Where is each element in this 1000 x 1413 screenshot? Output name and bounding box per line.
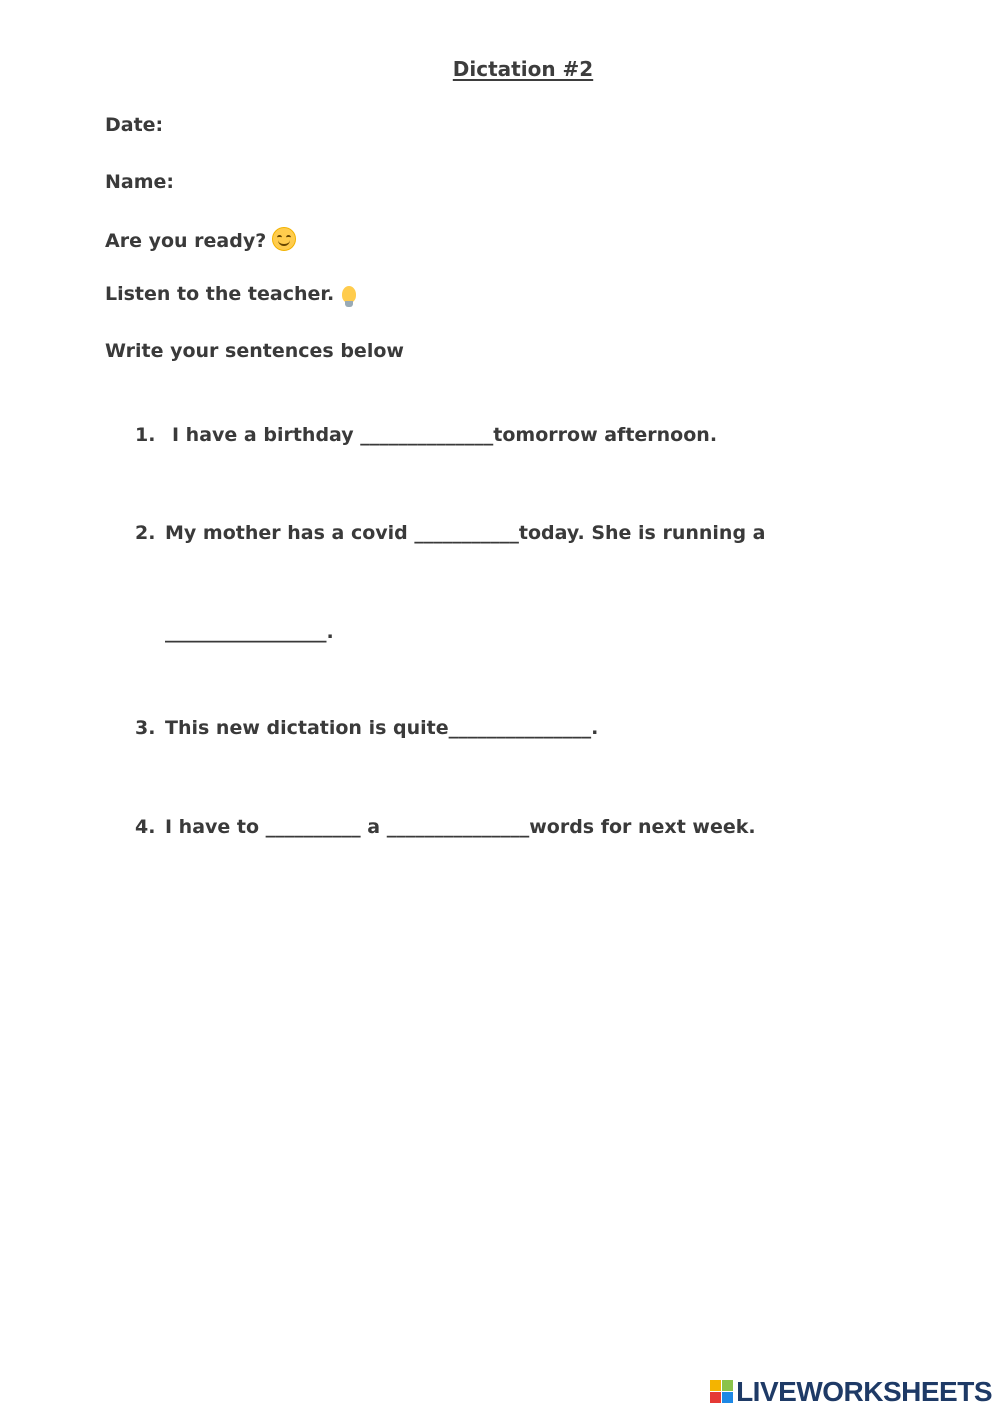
page-title: Dictation #2 <box>452 57 594 81</box>
date-label: Date: <box>105 114 164 136</box>
list-item <box>135 522 766 544</box>
instructions: Write your sentences below <box>105 340 404 362</box>
logo-text: LIVEWORKSHEETS <box>736 1376 992 1407</box>
item-number: 1. <box>135 424 156 446</box>
listen-line <box>105 283 356 305</box>
list-item <box>135 717 598 739</box>
item-number: 2. <box>135 522 156 544</box>
list-item <box>135 424 717 446</box>
light-bulb-icon <box>342 286 356 303</box>
name-label: Name: <box>105 171 175 193</box>
item-text: This new dictation is quite_______________. <box>165 717 599 739</box>
liveworksheets-logo-icon <box>710 1380 734 1404</box>
listen-text: Listen to the teacher. <box>105 283 335 305</box>
item-text: My mother has a covid ___________today. She is running a <box>165 522 766 544</box>
item-number: 3. <box>135 717 156 739</box>
smiling-face-icon <box>272 227 296 251</box>
item-continuation: _________________. <box>165 621 334 643</box>
liveworksheets-logo <box>710 1376 992 1408</box>
item-text: I have to __________ a _______________words for next week. <box>165 816 756 838</box>
list-item <box>135 816 756 838</box>
item-text: I have a birthday ______________tomorrow afternoon. <box>172 424 718 446</box>
ready-text: Are you ready? <box>105 230 267 252</box>
item-number: 4. <box>135 816 156 838</box>
ready-line <box>105 227 296 252</box>
